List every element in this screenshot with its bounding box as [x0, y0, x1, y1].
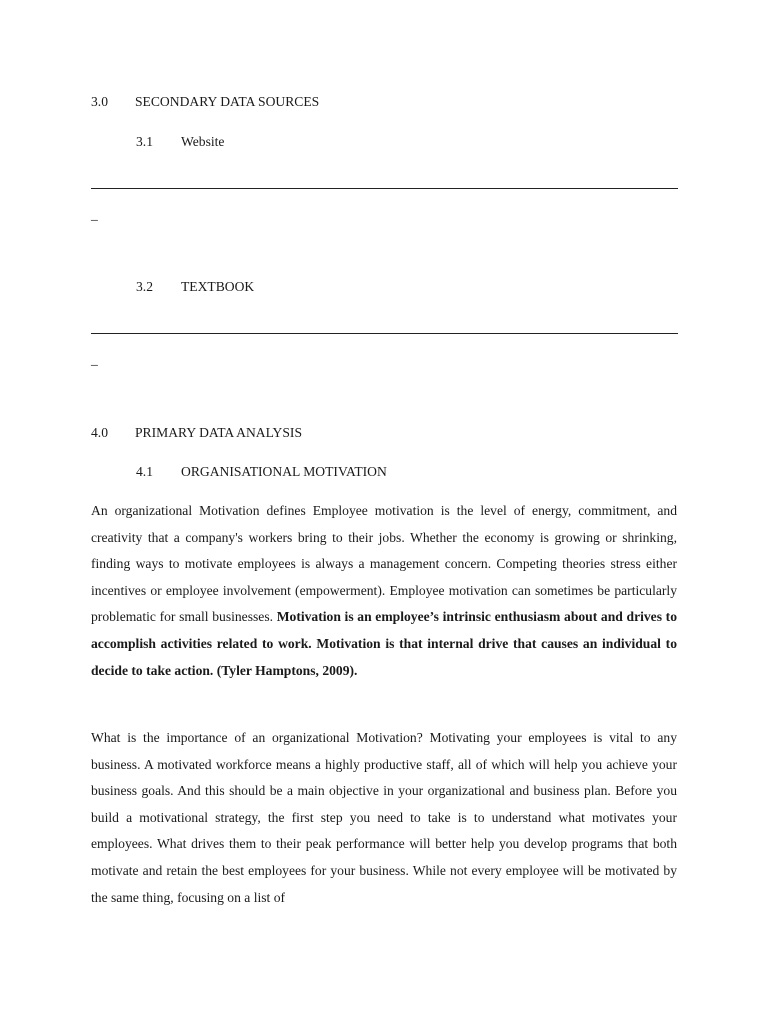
body-paragraph-1	[91, 498, 677, 684]
heading-title: ORGANISATIONAL MOTIVATION	[181, 464, 387, 479]
horizontal-rule	[91, 188, 678, 189]
heading-number: 4.1	[136, 464, 153, 479]
paragraph-bold-quote: Motivation is an employee’s intrinsic enthusiasm about and drives to accomplish activities related to work. Motivation is that internal drive that causes an individual to decide to take action. (Tyler Hamptons, 2009).	[91, 609, 677, 678]
underscore-mark: _	[91, 352, 98, 367]
heading-number: 4.0	[91, 425, 108, 440]
paragraph-text: An organizational Motivation defines Employee motivation is the level of energy, commitment, and creativity that a company's workers bring to their jobs. Whether the economy is growing or shrinking, finding ways to motivate employees is always a management concern. Competing theories stress either incentives or employee involvement (empowerment). Employee motivation can sometimes be particularly problematic for small businesses.	[91, 503, 677, 625]
body-paragraph-2: What is the importance of an organizational Motivation? Motivating your employees is vital to any business. A motivated workforce means a highly productive staff, all of which will help you achieve your business goals. And this should be a main objective in your organizational and business plan. Before you build a motivational strategy, the first step you need to take is to understand what motivates your employees. What drives them to their peak performance will better help you develop programs that both motivate and retain the best employees for your business. While not every employee will be motivated by the same thing, focusing on a list of	[91, 730, 677, 905]
heading-title: SECONDARY DATA SOURCES	[135, 94, 320, 109]
heading-number: 3.2	[136, 279, 153, 294]
heading-number: 3.1	[136, 134, 153, 149]
heading-number: 3.0	[91, 94, 108, 109]
heading-title: TEXTBOOK	[181, 279, 255, 294]
horizontal-rule	[91, 333, 678, 334]
heading-title: Website	[181, 134, 225, 149]
heading-title: PRIMARY DATA ANALYSIS	[135, 425, 302, 440]
underscore-mark: _	[91, 207, 98, 222]
